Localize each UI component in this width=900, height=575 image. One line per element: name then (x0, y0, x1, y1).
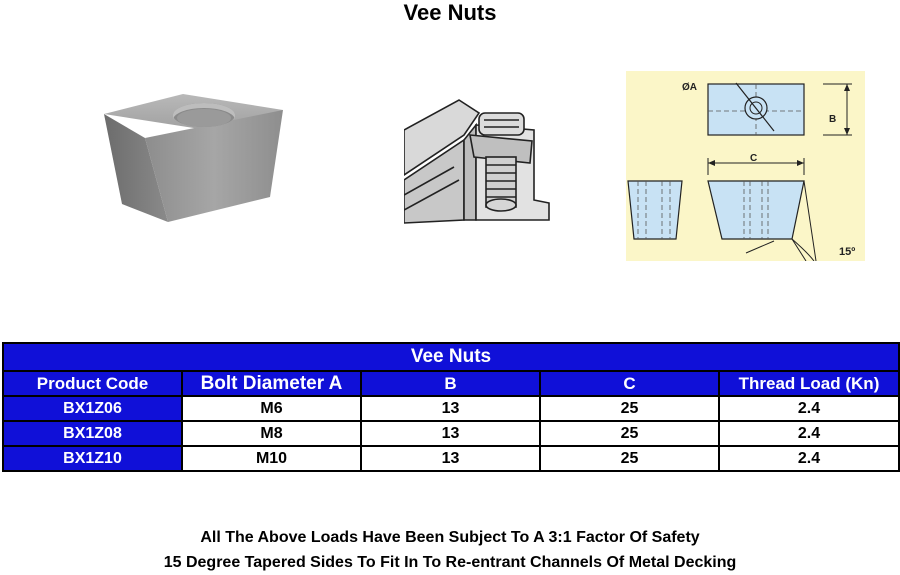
dimension-diagram (626, 71, 865, 261)
table-row (3, 446, 899, 471)
col-header-product-code: Product Code (3, 371, 182, 396)
product-code-cell: BX1Z08 (3, 421, 182, 446)
table-row (3, 421, 899, 446)
installation-drawing (404, 95, 550, 225)
thread-load-cell: 2.4 (719, 396, 899, 421)
c-cell: 25 (540, 396, 719, 421)
dimension-a-label: ØA (682, 82, 697, 93)
footnote-tapered-sides: 15 Degree Tapered Sides To Fit In To Re-entrant Channels Of Metal Decking (163, 554, 737, 571)
footnote-safety-factor: All The Above Loads Have Been Subject To A 3:1 Factor Of Safety (200, 529, 700, 546)
thread-load-cell: 2.4 (719, 446, 899, 471)
dimension-b-label: B (829, 114, 837, 125)
b-cell: 13 (361, 446, 540, 471)
page-title: Vee Nuts (403, 0, 497, 25)
vee-nut-photo (100, 92, 290, 227)
spec-table (2, 342, 900, 472)
dimension-c-label: C (750, 153, 758, 164)
col-header-thread-load: Thread Load (Kn) (719, 371, 899, 396)
b-cell: 13 (361, 396, 540, 421)
bolt-diameter-cell: M6 (182, 396, 361, 421)
bolt-diameter-cell: M8 (182, 421, 361, 446)
col-header-b: B (361, 371, 540, 396)
c-cell: 25 (540, 446, 719, 471)
col-header-bolt-diameter: Bolt Diameter A (182, 371, 361, 396)
col-header-c: C (540, 371, 719, 396)
c-cell: 25 (540, 421, 719, 446)
table-row (3, 396, 899, 421)
table-caption: Vee Nuts (3, 343, 899, 371)
angle-label: 15º (839, 246, 856, 258)
product-code-cell: BX1Z10 (3, 446, 182, 471)
bolt-diameter-cell: M10 (182, 446, 361, 471)
thread-load-cell: 2.4 (719, 421, 899, 446)
product-code-cell: BX1Z06 (3, 396, 182, 421)
b-cell: 13 (361, 421, 540, 446)
